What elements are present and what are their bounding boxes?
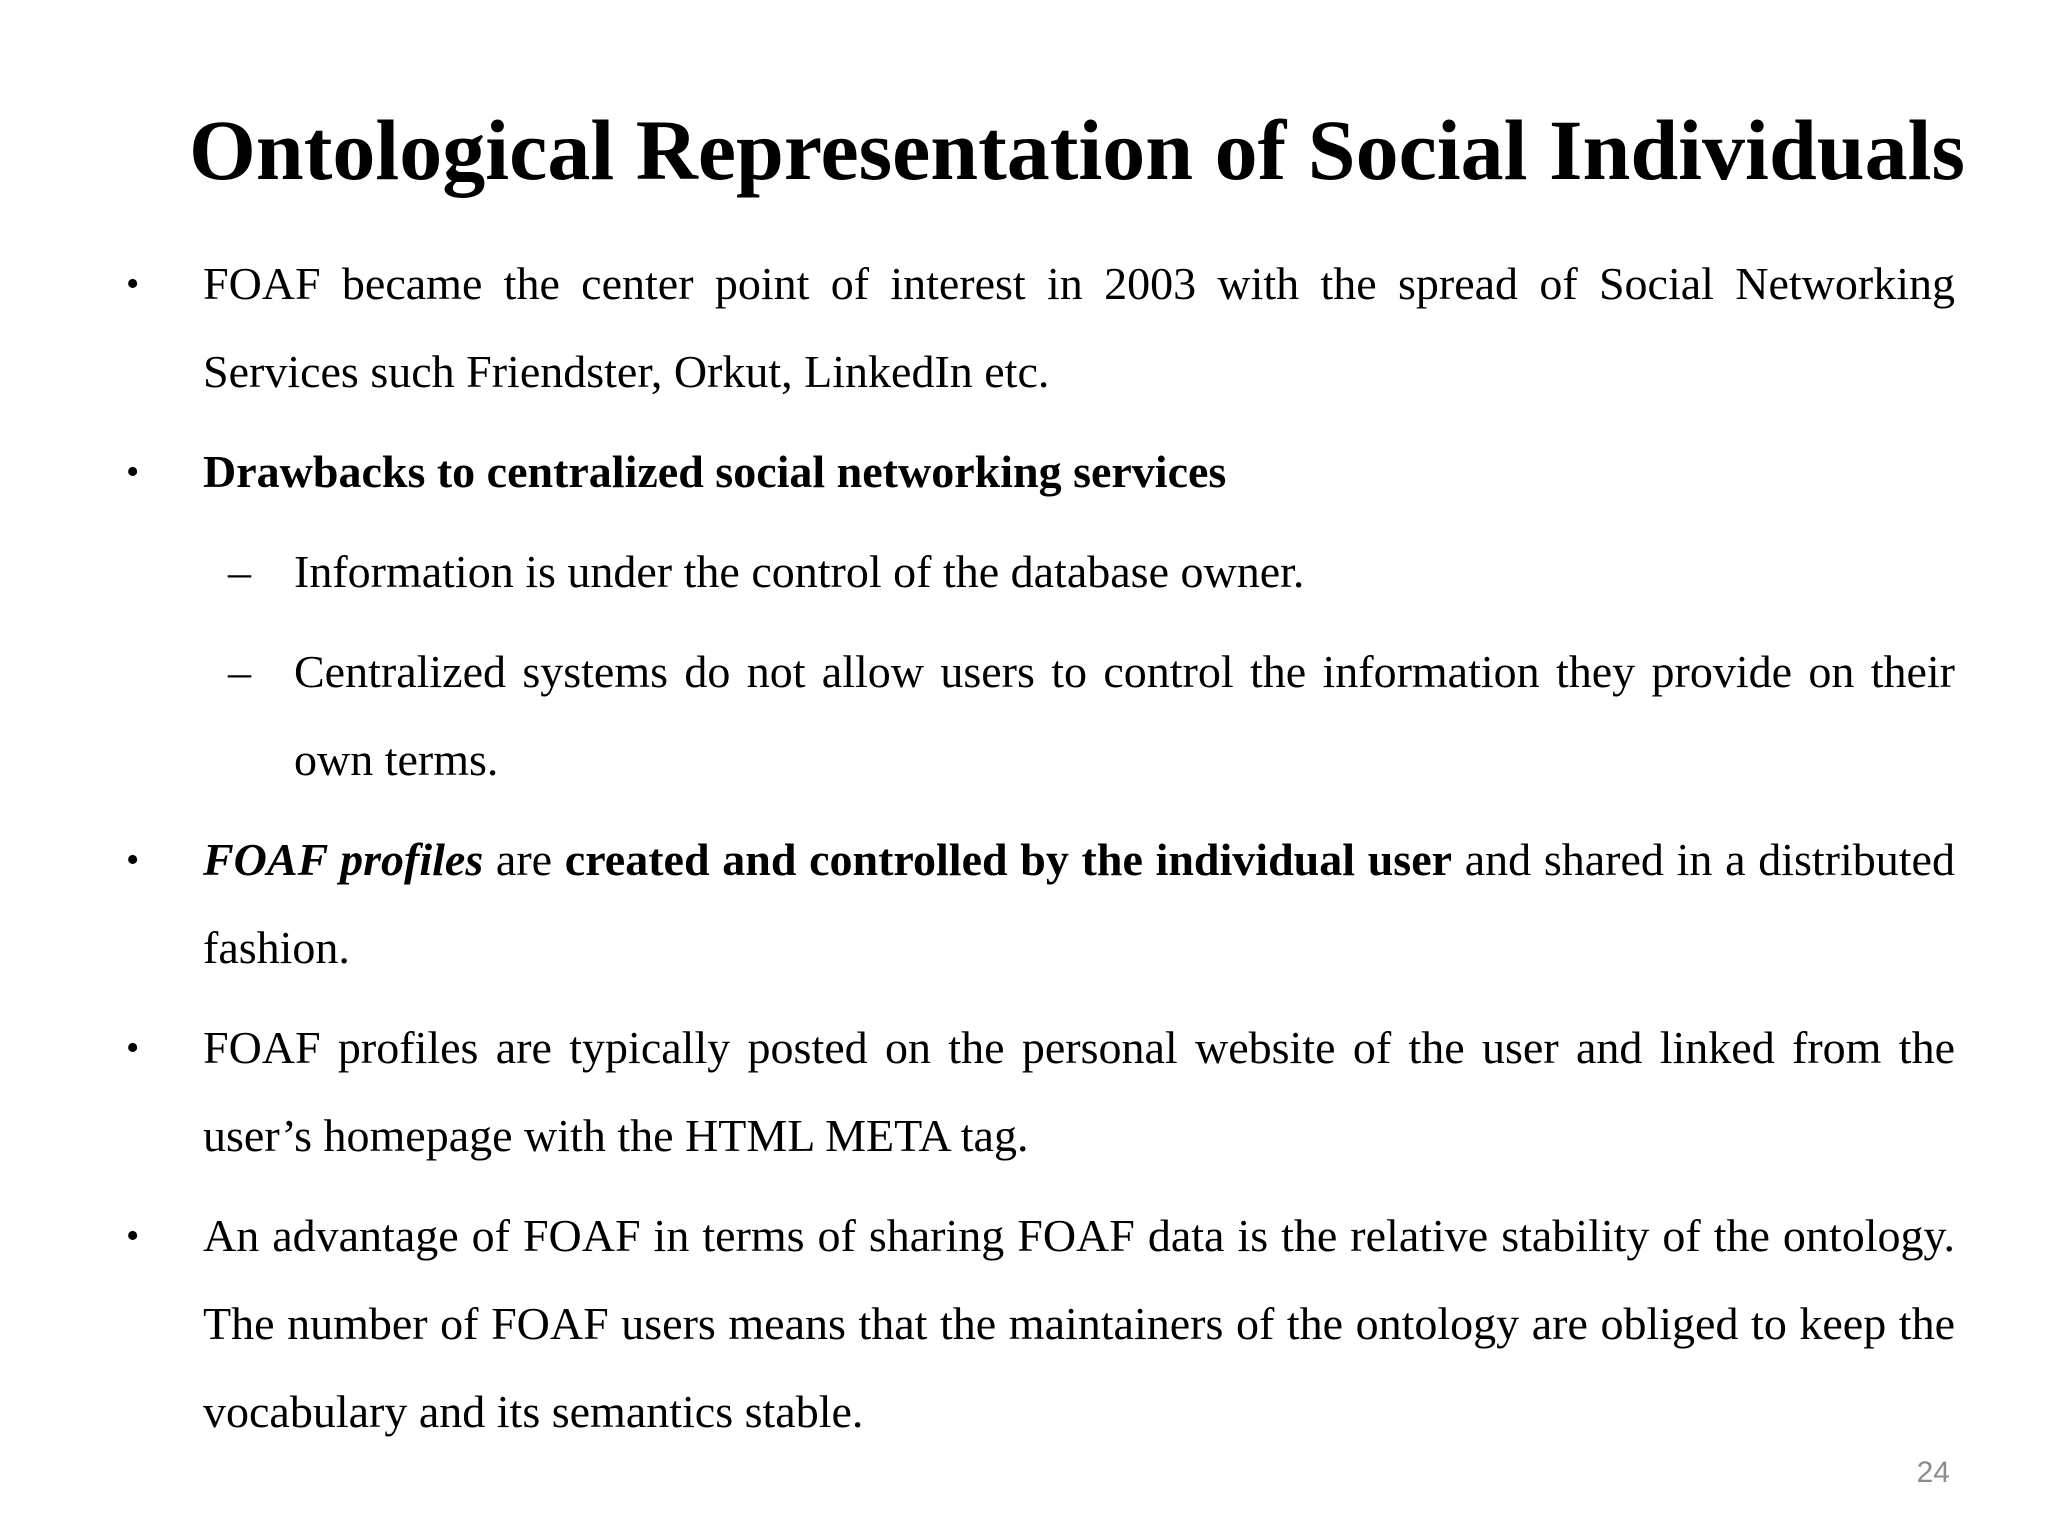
bullet-text: FOAF profiles are typically posted on the personal website of the user and linked from the user’s homepage with the HTML META tag. <box>203 1022 1955 1161</box>
dash-marker: – <box>228 546 251 597</box>
bullet-marker: • <box>126 1215 140 1257</box>
bullet-text: and shared in a distributed fashion. <box>203 834 1955 973</box>
emphasis-text: FOAF profiles <box>203 834 484 885</box>
bullet-text: An advantage of FOAF in terms of sharing FOAF data is the relative stability of the ontology. The number of FOAF users means that the maintainers of the ontology are obliged to keep the vocabulary and its semantics stable. <box>203 1210 1955 1437</box>
bullet-marker: • <box>126 451 140 493</box>
slide-title: Ontological Representation of Social Individuals <box>189 102 1965 198</box>
bullet-marker: • <box>126 263 140 305</box>
strong-text: created and controlled by the individual user <box>564 834 1453 885</box>
sub-bullet-text: Information is under the control of the database owner. <box>294 546 1305 597</box>
bullet-item <box>0 1192 1955 1456</box>
bullet-text: FOAF became the center point of interest in 2003 with the spread of Social Networking Services such Friendster, Orkut, LinkedIn etc. <box>203 258 1955 397</box>
bullet-heading: Drawbacks to centralized social networking services <box>203 446 1227 497</box>
page-number: 24 <box>1916 1456 1950 1489</box>
sub-bullet-item <box>0 628 1955 804</box>
bullet-marker: • <box>126 839 140 881</box>
bullet-item <box>0 240 1955 416</box>
sub-bullet-item <box>0 528 1955 616</box>
bullet-item <box>0 1004 1955 1180</box>
bullet-item <box>0 428 1955 516</box>
sub-bullet-text: Centralized systems do not allow users to control the information they provide on their own terms. <box>294 646 1955 785</box>
dash-marker: – <box>228 646 251 697</box>
bullet-item <box>0 816 1955 992</box>
bullet-text: are <box>483 834 565 885</box>
bullet-list <box>0 240 2048 1456</box>
bullet-marker: • <box>126 1027 140 1069</box>
